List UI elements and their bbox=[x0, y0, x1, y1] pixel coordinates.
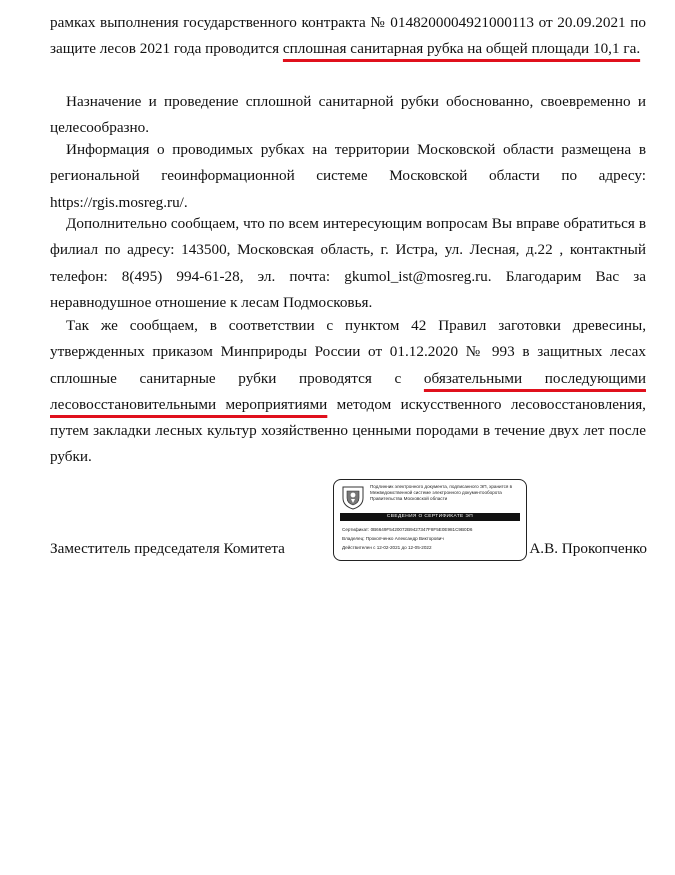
coat-of-arms-icon bbox=[340, 484, 366, 510]
stamp-validity: Действителен с 12-02-2021 до 12-05-2022 bbox=[342, 545, 432, 550]
highlight-reforestation: обязательными последующими лесовосстановительными мероприятиями bbox=[50, 369, 646, 413]
stamp-owner: Владелец: Прокопченко Александр Викторович bbox=[342, 536, 444, 541]
paragraph-justification: Назначение и проведение сплошной санитарной рубки обоснованно, своевременно и целесообразно. bbox=[50, 93, 646, 137]
paragraph-contract bbox=[50, 10, 646, 63]
contract-text: рамках выполнения государственного контракта № 0148200004921000113 от 20.09.2021 по защите лесов 2021 года проводится bbox=[50, 14, 646, 58]
signatory-name: А.В. Прокопченко bbox=[529, 540, 647, 557]
paragraph-rgis-info: Информация о проводимых рубках на территории Московской области размещена в региональной геоинформационной системе Московской области по адресу: https://rgis.mosreg.ru/. bbox=[50, 141, 646, 211]
reforestation-text-before: Так же сообщаем, в соответствии с пунктом 42 Правил заготовки древесины, утвержденных приказом Минприроды России от 01.12.2020 № 993 в защитных лесах сплошные санитарные рубки проводятся с bbox=[50, 317, 646, 387]
paragraph-reforestation bbox=[50, 313, 646, 471]
stamp-title: СВЕДЕНИЯ О СЕРТИФИКАТЕ ЭП bbox=[340, 513, 520, 521]
signatory-position: Заместитель председателя Комитета bbox=[50, 540, 285, 557]
stamp-header-text: Подлинник электронного документа, подписанного ЭП, хранится в Межведомственной системе электронного документооборота Правительства Московской области bbox=[370, 484, 513, 501]
highlight-clearcut-area: сплошная санитарная рубка на общей площади 10,1 га. bbox=[282, 40, 641, 58]
paragraph-contacts: Дополнительно сообщаем, что по всем интересующим вопросам Вы вправе обратиться в филиал по адресу: 143500, Московская область, г. Истра, ул. Лесная, д.22 , контактный телефон: 8(495) 994-61-28, эл. почта: gkumol_ist@mosreg.ru. Благодарим Вас за неравнодушное отношение к лесам Подмосковья. bbox=[50, 215, 646, 311]
reforestation-text-after: методом искусственного лесовосстановления, путем закладки лесных культур хозяйственно ценными породами в течение двух лет после рубки. bbox=[50, 395, 646, 466]
electronic-signature-stamp bbox=[333, 479, 527, 561]
stamp-certificate: Сертификат: 0B6649F5420072B9427347F8F5E0E981C9B0D6 bbox=[342, 527, 473, 532]
